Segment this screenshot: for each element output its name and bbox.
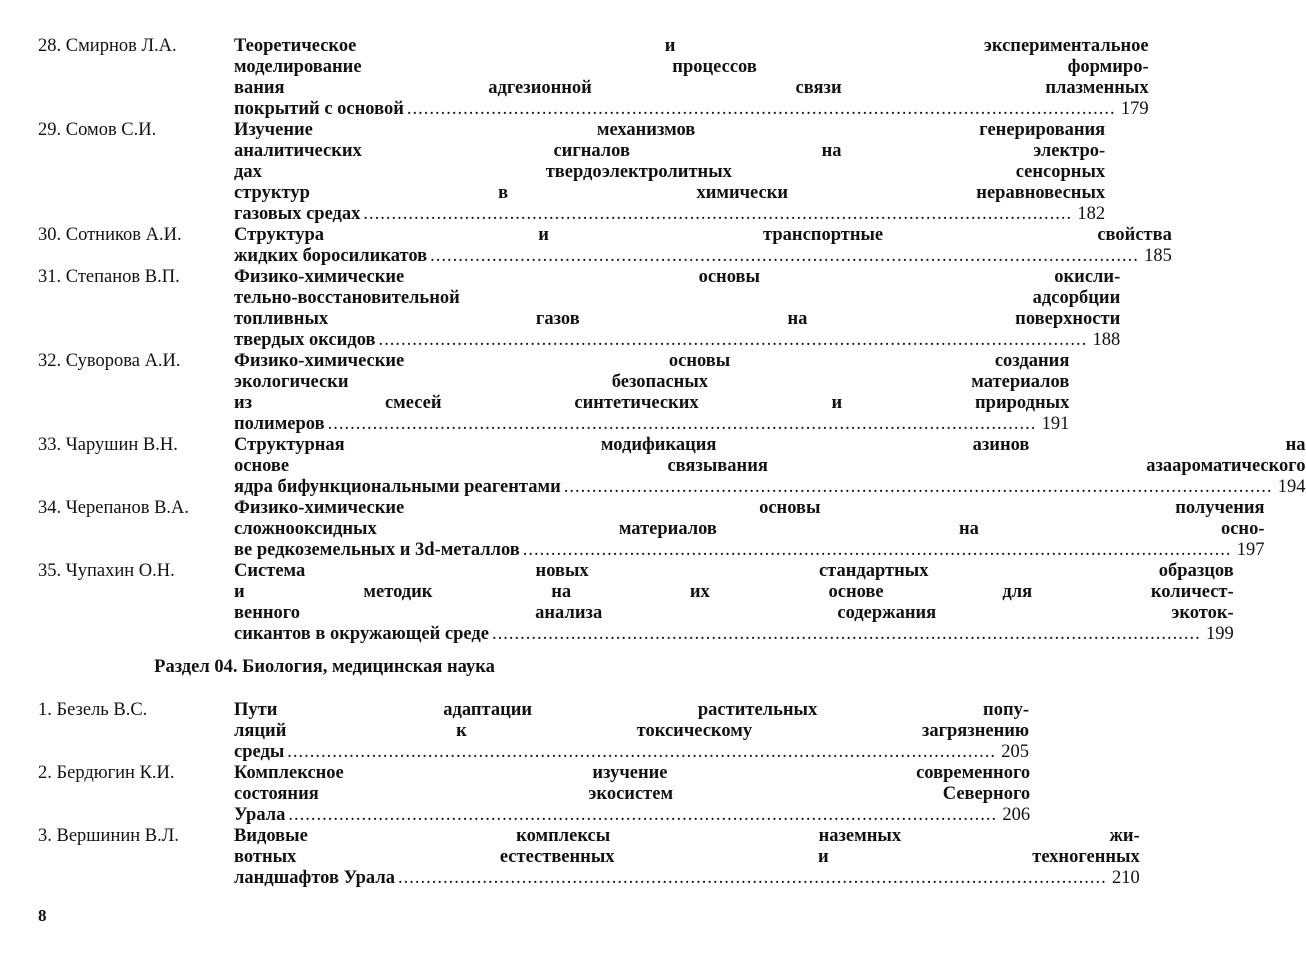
toc-entry-page-number: 206 — [1002, 805, 1031, 825]
toc-entry — [38, 826, 1140, 889]
toc-entry-title-line: основе связывания азаароматического — [234, 456, 1306, 476]
toc-entry-title — [234, 435, 1306, 498]
toc-entry-title-line: топливных газов на поверхности — [234, 309, 1121, 329]
toc-entry-author: 33. Чарушин В.Н. — [38, 435, 178, 455]
toc-entry-title — [234, 120, 1105, 225]
toc-entry-author: 3. Вершинин В.Л. — [38, 826, 179, 846]
toc-entry — [38, 267, 1121, 351]
toc-entry-title-line: Физико-химические основы окисли- — [234, 267, 1121, 287]
toc-entry-title-last-line — [234, 624, 1234, 645]
toc-entry-title-line: жидких боросиликатов — [234, 246, 428, 266]
toc-entry-title — [234, 36, 1149, 120]
toc-entry-author: 30. Сотников А.И. — [38, 225, 182, 245]
toc-entry-title-last-line — [234, 868, 1140, 889]
toc-entry-page-number: 194 — [1277, 477, 1306, 497]
toc-entry-title-line: венного анализа содержания экоток- — [234, 603, 1234, 623]
dot-leader — [430, 246, 1139, 267]
page-number: 8 — [38, 906, 47, 925]
toc-entry-author: 31. Степанов В.П. — [38, 267, 180, 287]
toc-entry-author: 35. Чупахин О.Н. — [38, 561, 175, 581]
toc-entry-title-line: Изучение механизмов генерирования — [234, 120, 1106, 140]
toc-entry-author: 32. Суворова А.И. — [38, 351, 181, 371]
toc-entry-title-last-line — [234, 540, 1265, 561]
toc-entry-page-number: 185 — [1144, 246, 1172, 266]
toc-entry-title-line: Урала — [234, 805, 286, 825]
toc-entry-page-number: 197 — [1236, 540, 1265, 560]
toc-entry-title-line: Пути адаптации растительных попу- — [234, 700, 1030, 720]
toc-entry-author: 29. Сомов С.И. — [38, 120, 157, 140]
toc-entry-title-line: сложнооксидных материалов на осно- — [234, 519, 1265, 539]
toc-entry-title-line: Система новых стандартных образцов — [234, 561, 1234, 581]
toc-entry — [38, 700, 1030, 763]
toc-entries-part2 — [38, 700, 1140, 889]
dot-leader — [288, 805, 997, 826]
toc-entry-title-line: экологически безопасных материалов — [234, 372, 1070, 392]
dot-leader — [398, 868, 1107, 889]
toc-entry-author: 1. Безель В.С. — [38, 700, 148, 720]
toc-entry-title-line: Структурная модификация азинов на — [234, 435, 1306, 455]
toc-entry-title-line: сикантов в окружающей среде — [234, 624, 489, 644]
toc-entry-title — [234, 826, 1140, 889]
toc-entry-title-line: Структура и транспортные свойства — [234, 225, 1172, 245]
toc-entry — [38, 36, 1149, 120]
toc-entry-page-number: 188 — [1092, 330, 1121, 350]
toc-entry-title-last-line — [234, 246, 1172, 267]
toc-entry-title-line: ляций к токсическому загрязнению — [234, 721, 1030, 741]
toc-entry-title-line: покрытий с основой — [234, 99, 404, 119]
toc-entry — [38, 763, 1031, 826]
toc-entry-title-line: структур в химически неравновесных — [234, 183, 1106, 203]
dot-leader — [363, 204, 1072, 225]
dot-leader — [378, 330, 1087, 351]
toc-entry-title-last-line — [234, 805, 1030, 826]
toc-entry-title-line: и методик на их основе для количест- — [234, 582, 1234, 602]
toc-entry-title — [234, 225, 1172, 267]
toc-entry-title — [234, 700, 1029, 763]
toc-entry-title-line: аналитических сигналов на электро- — [234, 141, 1106, 161]
toc-entry-title — [234, 351, 1069, 435]
toc-entry-title-line: Видовые комплексы наземных жи- — [234, 826, 1140, 846]
toc-entry-title — [234, 498, 1265, 561]
dot-leader — [407, 99, 1116, 120]
dot-leader — [492, 624, 1201, 645]
toc-entry — [38, 435, 1306, 498]
toc-entry — [38, 225, 1172, 267]
toc-entry-title-line: из смесей синтетических и природных — [234, 393, 1070, 413]
toc-entry-title-last-line — [234, 99, 1149, 120]
section-heading: Раздел 04. Биология, медицинская наука — [154, 657, 495, 677]
dot-leader — [287, 742, 996, 763]
toc-entry-author: 2. Бердюгин К.И. — [38, 763, 175, 783]
toc-entry-page-number: 199 — [1205, 624, 1234, 644]
toc-entries-part1 — [38, 36, 1306, 645]
dot-leader — [523, 540, 1232, 561]
toc-entry-title — [234, 763, 1030, 826]
toc-entry-title-last-line — [234, 477, 1306, 498]
toc-entry-title — [234, 561, 1234, 645]
toc-entry-page-number: 191 — [1041, 414, 1070, 434]
toc-entry-author: 28. Смирнов Л.А. — [38, 36, 177, 56]
toc-entry-title-line: тельно-восстановительной адсорбции — [234, 288, 1121, 308]
toc-entry-title-line: Комплексное изучение современного — [234, 763, 1031, 783]
toc-entry-page-number: 179 — [1120, 99, 1149, 119]
toc-entry-title-line: моделирование процессов формиро- — [234, 57, 1149, 77]
toc-entry-title — [234, 267, 1120, 351]
toc-entry-title-line: полимеров — [234, 414, 325, 434]
toc-entry-title-line: газовых средах — [234, 204, 361, 224]
toc-entry-title-line: Физико-химические основы создания — [234, 351, 1070, 371]
toc-entry-title-last-line — [234, 330, 1120, 351]
toc-entry-page-number: 205 — [1001, 742, 1030, 762]
toc-entry-title-line: вотных естественных и техногенных — [234, 847, 1140, 867]
toc-entry — [38, 498, 1265, 561]
dot-leader — [328, 414, 1037, 435]
toc-entry — [38, 561, 1234, 645]
toc-entry — [38, 120, 1106, 225]
toc-entry-title-last-line — [234, 742, 1029, 763]
toc-entry-title-last-line — [234, 204, 1105, 225]
toc-entry-page-number: 210 — [1111, 868, 1140, 888]
dot-leader — [564, 477, 1273, 498]
toc-entry-title-line: Физико-химические основы получения — [234, 498, 1265, 518]
toc-entry — [38, 351, 1070, 435]
toc-entry-author: 34. Черепанов В.А. — [38, 498, 190, 518]
toc-entry-title-last-line — [234, 414, 1069, 435]
toc-entry-page-number: 182 — [1077, 204, 1106, 224]
toc-entry-title-line: вания адгезионной связи плазменных — [234, 78, 1149, 98]
toc-entry-title-line: среды — [234, 742, 285, 762]
toc-entry-title-line: состояния экосистем Северного — [234, 784, 1031, 804]
toc-entry-title-line: ве редкоземельных и 3d-металлов — [234, 540, 520, 560]
toc-entry-title-line: дах твердоэлектролитных сенсорных — [234, 162, 1106, 182]
toc-entry-title-line: твердых оксидов — [234, 330, 376, 350]
toc-entry-title-line: ядра бифункциональными реагентами — [234, 477, 561, 497]
toc-entry-title-line: ландшафтов Урала — [234, 868, 395, 888]
toc-entry-title-line: Теоретическое и экспериментальное — [234, 36, 1149, 56]
